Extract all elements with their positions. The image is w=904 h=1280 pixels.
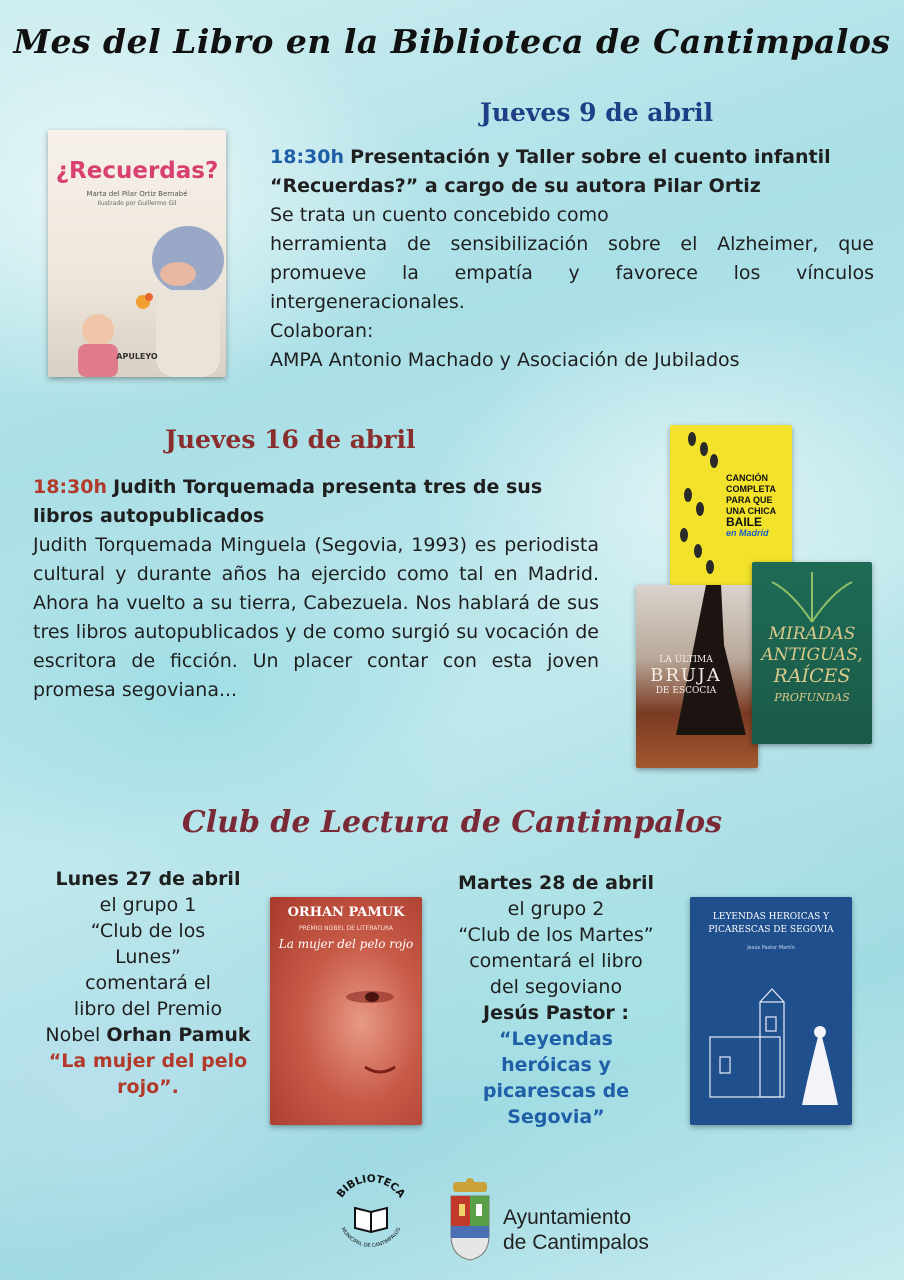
club-left-line: el grupo 1 bbox=[99, 894, 197, 916]
event1-headline-1: Presentación y Taller sobre el cuento infantil bbox=[350, 146, 831, 168]
svg-text:BIBLIOTECA bbox=[335, 1173, 408, 1201]
cover-line: DE ESCOCIA bbox=[655, 686, 717, 696]
cover-author: ORHAN PAMUK bbox=[287, 905, 405, 920]
cover-title: La mujer del pelo rojo bbox=[278, 937, 414, 951]
club-left-nobel: Nobel bbox=[45, 1024, 101, 1046]
cover-illustrator: Ilustrado por Guillermo Gil bbox=[97, 200, 177, 207]
club-left-book: “La mujer del pelo rojo”. bbox=[48, 1050, 248, 1098]
book-cover-leyendas bbox=[690, 897, 852, 1125]
event2-headline: Judith Torquemada presenta tres de sus libros autopublicados bbox=[33, 476, 543, 527]
book-cover-cancion bbox=[670, 425, 792, 585]
book-cover-recuerdas bbox=[48, 130, 226, 377]
club-right-line: comentará el libro bbox=[469, 950, 643, 972]
cover-line: COMPLETA bbox=[726, 484, 776, 494]
club-right-date: Martes 28 de abril bbox=[458, 872, 654, 894]
cover-line: LA ÚLTIMA bbox=[659, 655, 713, 665]
club-title: Club de Lectura de Cantimpalos bbox=[181, 805, 723, 840]
cover-line: ANTIGUAS, bbox=[761, 645, 863, 665]
event2-desc: Judith Torquemada Minguela (Segovia, 1993) es periodista cultural y durante años ha ejercido como tal en Madrid. Ahora ha vuelto a su tierra, Cabezuela. Nos hablará de sus tres libros autopublicados y de como surgió su vocación de escritora de ficción. Un placer contar con esta joven promesa segoviana... bbox=[33, 534, 599, 701]
cover-author: Jesús Pastor Martín bbox=[747, 945, 795, 951]
ayuntamiento-line: de Cantimpalos bbox=[503, 1231, 649, 1254]
club-right-line: del segoviano bbox=[489, 976, 623, 998]
club-left-author: Orhan Pamuk bbox=[106, 1024, 251, 1046]
club-right-line: el grupo 2 bbox=[507, 898, 605, 920]
event1-desc-1: Se trata un cuento concebido como bbox=[270, 204, 609, 226]
club-left-text bbox=[30, 866, 266, 1100]
club-left-line: “Club de los bbox=[90, 920, 206, 942]
page-title: Mes del Libro en la Biblioteca de Cantimpalos bbox=[13, 22, 891, 61]
club-right-author: Jesús Pastor : bbox=[483, 1002, 629, 1024]
cover-illustration bbox=[690, 977, 852, 1125]
club-left-date: Lunes 27 de abril bbox=[55, 868, 241, 890]
ayuntamiento-name bbox=[503, 1205, 649, 1255]
ayuntamiento-coat-of-arms bbox=[445, 1178, 495, 1262]
cover-author: Marta del Pilar Ortiz Bernabé bbox=[86, 190, 188, 198]
cover-line: BAILE bbox=[726, 515, 762, 529]
cover-prize: PREMIO NOBEL DE LITERATURA bbox=[298, 925, 394, 932]
event1-text bbox=[270, 143, 874, 375]
event1-colab-value: AMPA Antonio Machado y Asociación de Jubilados bbox=[270, 349, 740, 371]
cover-line: RAÍCES bbox=[773, 665, 851, 687]
cover-line: BRUJA bbox=[650, 665, 722, 686]
club-left-line: Lunes” bbox=[115, 946, 181, 968]
event1-time: 18:30h bbox=[270, 146, 345, 168]
event2-date: Jueves 16 de abril bbox=[165, 425, 416, 454]
club-left-line: comentará el bbox=[85, 972, 211, 994]
cover-line: PROFUNDAS bbox=[774, 691, 850, 704]
cover-subtitle: en Madrid bbox=[726, 528, 769, 538]
club-left-line: libro del Premio bbox=[73, 998, 223, 1020]
event2-time: 18:30h bbox=[33, 476, 108, 498]
book-cover-mujer bbox=[270, 897, 422, 1125]
cover-line: MIRADAS bbox=[768, 624, 856, 644]
biblioteca-logo bbox=[325, 1170, 417, 1262]
cover-line: UNA CHICA bbox=[726, 506, 777, 516]
ayuntamiento-line: Ayuntamiento bbox=[503, 1206, 632, 1229]
event1-date: Jueves 9 de abril bbox=[480, 98, 714, 127]
cover-face-illustration bbox=[270, 957, 422, 1125]
book-cover-bruja bbox=[636, 585, 758, 768]
club-right-book: “Leyendas heróicas y picarescas de Segovia” bbox=[482, 1028, 630, 1128]
event1-colab-label: Colaboran: bbox=[270, 320, 374, 342]
cover-publisher: APULEYO bbox=[116, 352, 158, 361]
biblioteca-label: BIBLIOTECA bbox=[334, 1172, 408, 1201]
biblioteca-sublabel: MUNICIPAL DE CANTIMPALOS bbox=[339, 1226, 403, 1249]
cover-line: PARA QUE bbox=[726, 495, 773, 505]
event1-headline-2: “Recuerdas?” a cargo de su autora Pilar Ortiz bbox=[270, 175, 761, 197]
club-right-text bbox=[438, 870, 674, 1130]
book-cover-miradas bbox=[752, 562, 872, 744]
club-right-line: “Club de los Martes” bbox=[458, 924, 654, 946]
event1-desc-2: herramienta de sensibilización sobre el Alzheimer, que promueve la empatía y favorece los vínculos intergeneracionales. bbox=[270, 233, 874, 313]
event2-text bbox=[33, 473, 599, 705]
cover-title: LEYENDAS HEROICAS Y PICARESCAS DE SEGOVIA bbox=[708, 912, 834, 935]
cover-title: ¿Recuerdas? bbox=[55, 158, 219, 184]
cover-line: CANCIÓN bbox=[726, 473, 768, 483]
